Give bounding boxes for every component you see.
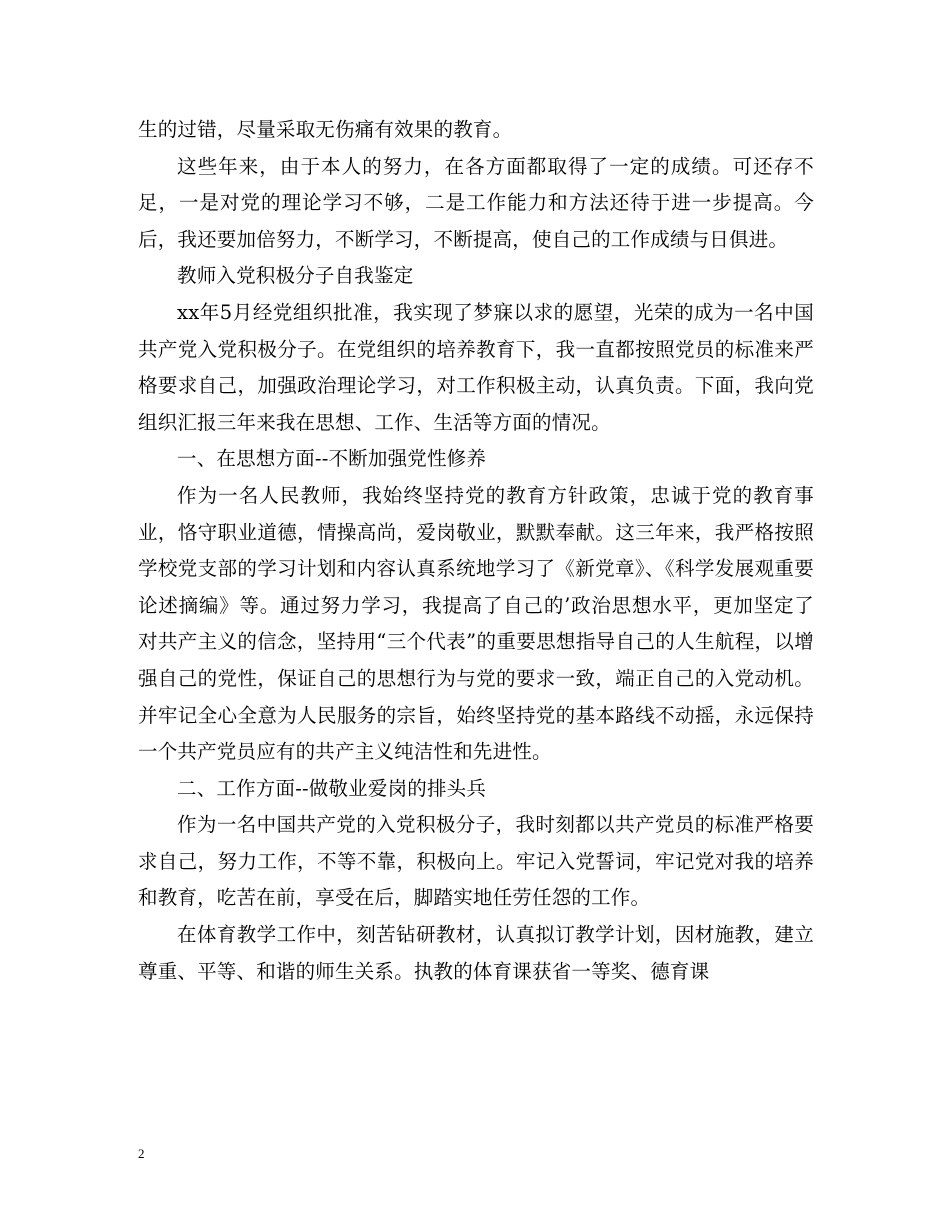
- document-body: [138, 112, 814, 990]
- paragraph-5: 作为一名中国共产党的入党积极分子，我时刻都以共产党员的标准严格要求自己，努力工作，不等不靠，积极向上。牢记入党誓词，牢记党对我的培养和教育，吃苦在前，享受在后，脚踏实地任劳任怨的工作。: [138, 813, 814, 910]
- page-number: 2: [138, 1146, 145, 1161]
- paragraph-3: xx年5月经党组织批准，我实现了梦寐以求的愿望，光荣的成为一名中国共产党入党积极分子。在党组织的培养教育下，我一直都按照党员的标准来严格要求自己，加强政治理论学习，对工作积极主动，认真负责。下面，我向党组织汇报三年来我在思想、工作、生活等方面的情况。: [138, 300, 814, 434]
- heading-work: 二、工作方面--做敬业爱岗的排头兵: [177, 776, 487, 800]
- paragraph-6: 在体育教学工作中，刻苦钻研教材，认真拟订教学计划，因材施教，建立尊重、平等、和谐的师生关系。执教的体育课获省一等奖、德育课: [138, 923, 814, 983]
- paragraph-1: 生的过错，尽量采取无伤痛有效果的教育。: [138, 118, 513, 141]
- section-title: 教师入党积极分子自我鉴定: [177, 264, 414, 288]
- heading-thought: 一、在思想方面--不断加强党性修养: [177, 447, 487, 471]
- paragraph-4: 作为一名人民教师，我始终坚持党的教育方针政策，忠诚于党的教育事业，恪守职业道德，情操高尚，爱岗敬业，默默奉献。这三年来，我严格按照学校党支部的学习计划和内容认真系统地学习了《新党章》、《科学发展观重要论述摘编》等。通过努力学习，我提高了自己的’政治思想水平，更加坚定了对共产主义的信念，坚持用“三个代表”的重要思想指导自己的人生航程，以增强自己的党性，保证自己的思想行为与党的要求一致，端正自己的入党动机。并牢记全心全意为人民服务的宗旨，始终坚持党的基本路线不动摇，永远保持一个共产党员应有的共产主义纯洁性和先进性。: [138, 483, 814, 764]
- paragraph-2: 这些年来，由于本人的努力，在各方面都取得了一定的成绩。可还存不足，一是对党的理论学习不够，二是工作能力和方法还待于进一步提高。今后，我还要加倍努力，不断学习，不断提高，使自己的工作成绩与日俱进。: [138, 154, 814, 251]
